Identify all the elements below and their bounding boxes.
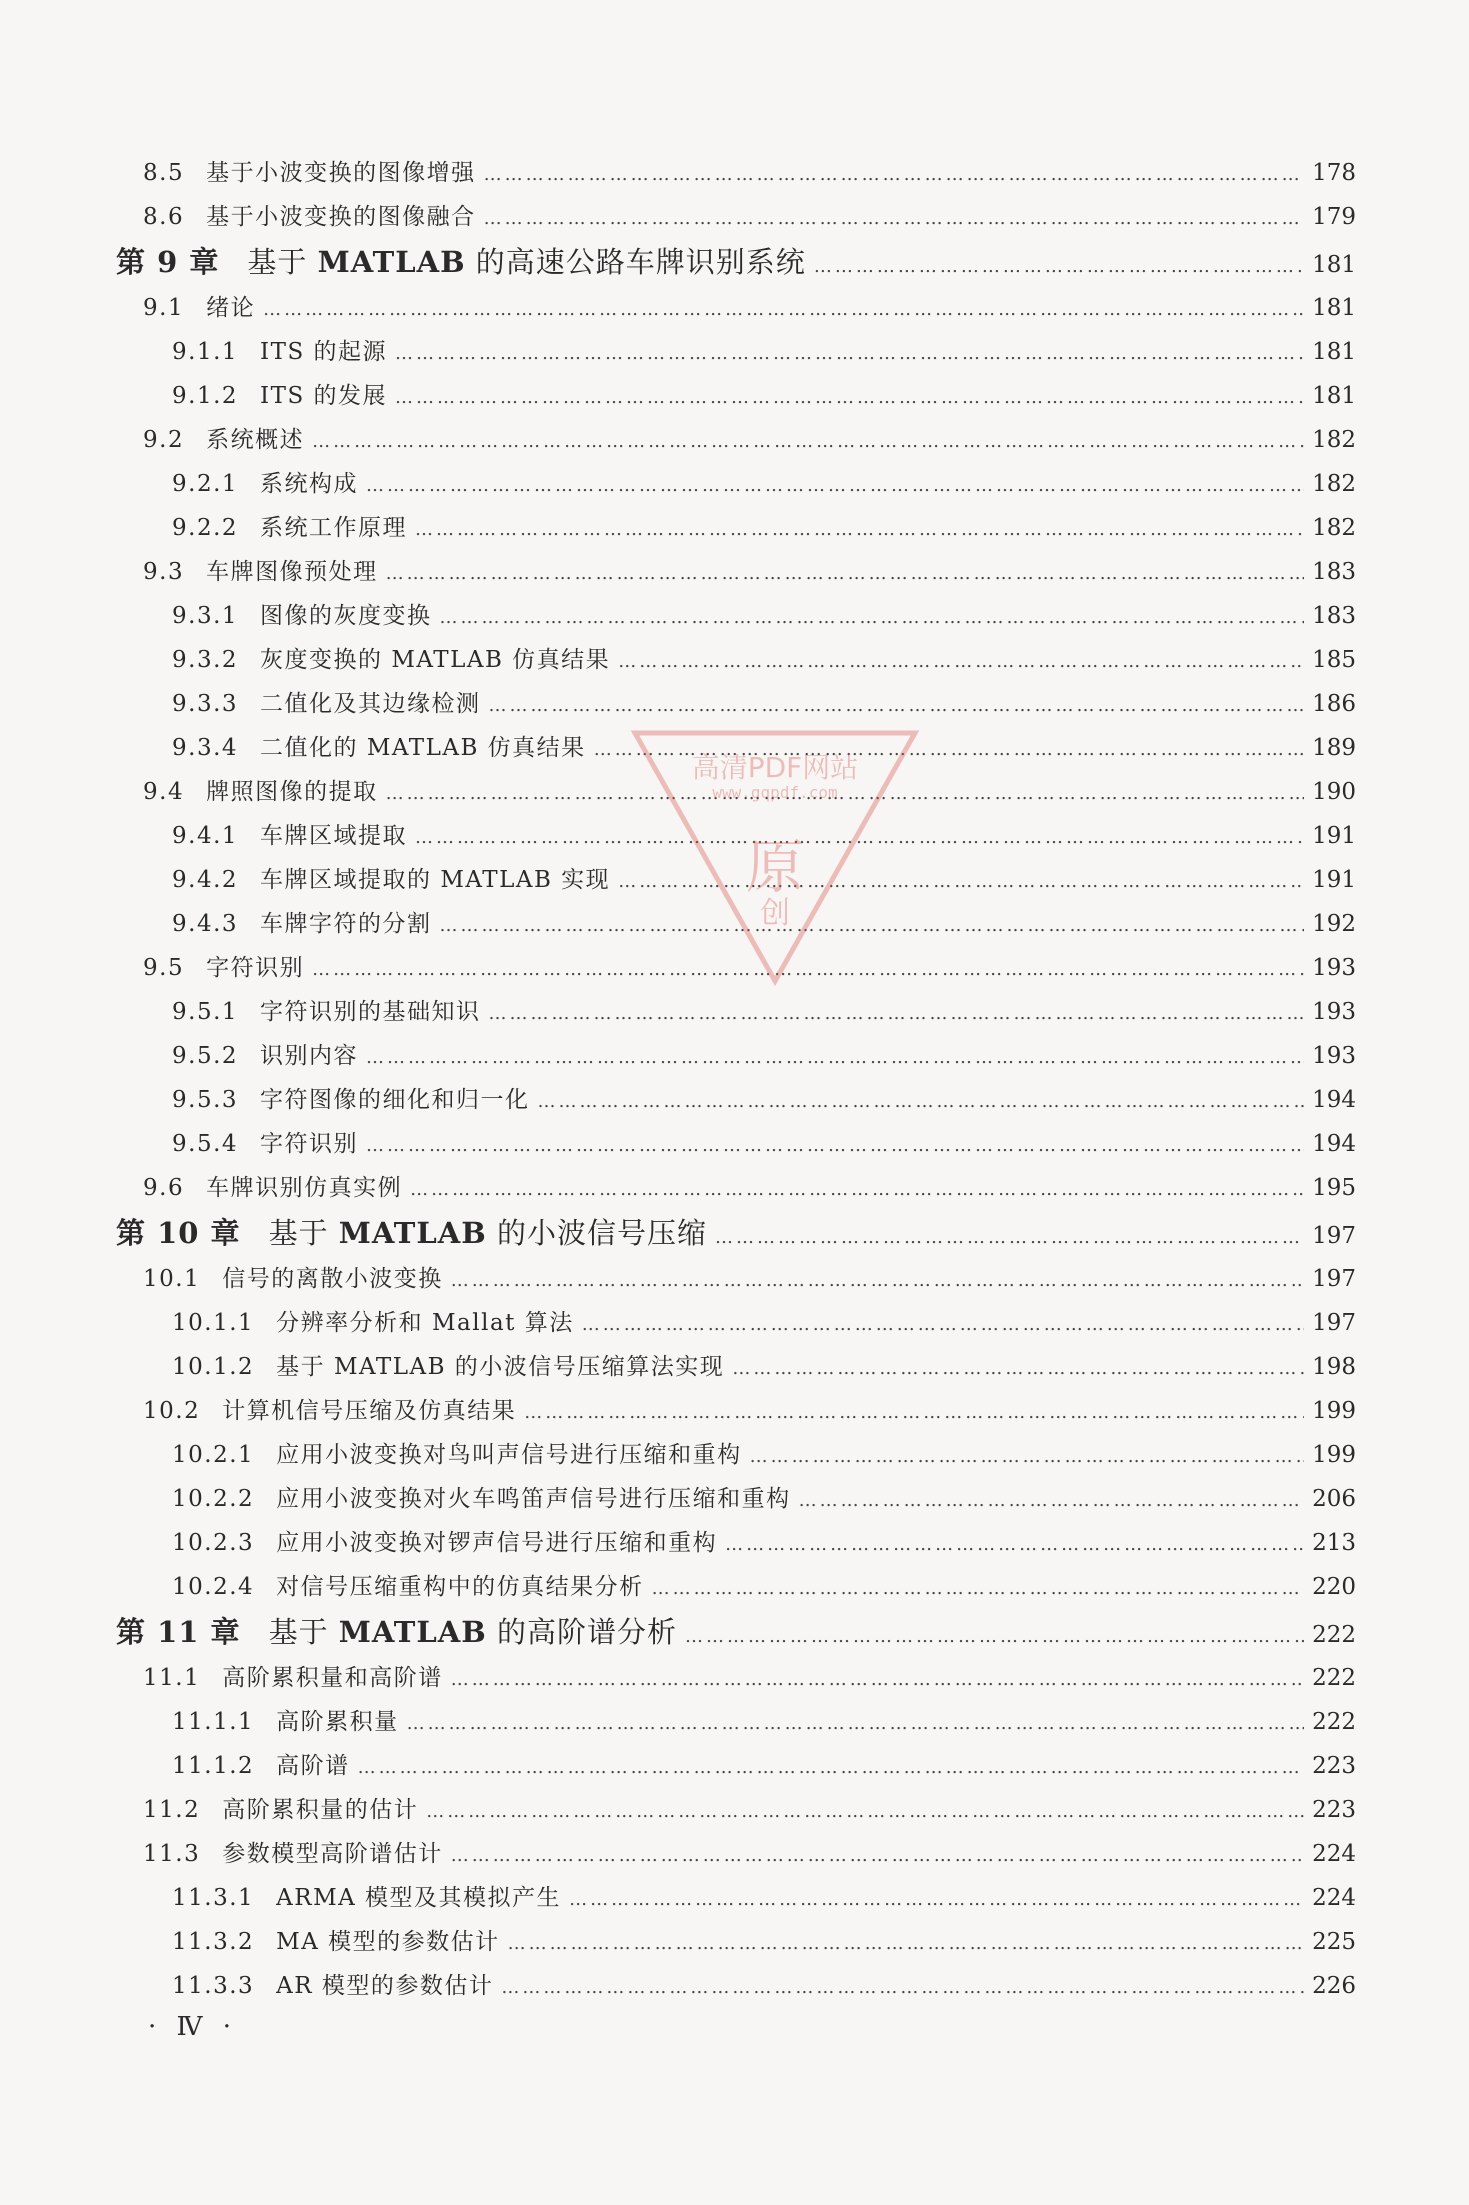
toc-entry-title: 车牌区域提取 <box>260 823 408 849</box>
toc-page-number: 182 <box>1312 427 1356 453</box>
toc-page-number: 213 <box>1312 1530 1356 1556</box>
toc-subsection-entry[interactable] <box>116 1521 1356 1565</box>
toc-entry-title-prefix: 基于 <box>247 245 318 279</box>
toc-subsection-entry[interactable] <box>116 506 1356 550</box>
toc-entry-number: 9.2 <box>143 427 185 453</box>
toc-dot-leader <box>732 1347 1304 1391</box>
watermark-line1: 高清PDF网站 <box>691 751 859 784</box>
toc-entry-number: 9.5 <box>143 955 185 981</box>
toc-section-entry[interactable] <box>116 1389 1356 1433</box>
toc-entry-title: 灰度变换的 MATLAB 仿真结果 <box>260 647 611 673</box>
toc-entry-number: 第 9 章 <box>116 245 220 279</box>
toc-dot-leader <box>451 1834 1304 1878</box>
toc-subsection-entry[interactable] <box>116 1301 1356 1345</box>
toc-entry-title: 车牌图像预处理 <box>206 559 378 585</box>
toc-page-number: 222 <box>1312 1665 1356 1691</box>
toc-subsection-entry[interactable] <box>116 682 1356 726</box>
toc-dot-leader <box>366 1036 1304 1080</box>
toc-dot-leader <box>440 904 1304 948</box>
toc-entry-number: 11.2 <box>143 1797 201 1823</box>
toc-entry-title: MA 模型的参数估计 <box>276 1929 500 1955</box>
toc-dot-leader <box>358 1746 1304 1790</box>
toc-entry-number: 9.5.1 <box>172 999 239 1025</box>
toc-entry-number: 9.5.4 <box>172 1131 239 1157</box>
toc-section-entry[interactable] <box>116 195 1356 239</box>
toc-entry-title: 识别内容 <box>260 1043 359 1069</box>
toc-section-entry[interactable] <box>116 1656 1356 1700</box>
toc-dot-leader <box>750 1435 1304 1479</box>
toc-entry-title: 车牌区域提取的 MATLAB 实现 <box>260 867 611 893</box>
toc-page-number: 223 <box>1312 1753 1356 1779</box>
toc-entry-number: 10.2 <box>143 1398 201 1424</box>
toc-entry-number: 11.1.1 <box>172 1709 255 1735</box>
toc-page-number: 191 <box>1312 823 1356 849</box>
toc-subsection-entry[interactable] <box>116 462 1356 506</box>
toc-entry-number: 9.1 <box>143 295 185 321</box>
toc-page-number: 181 <box>1312 295 1356 321</box>
toc-entry-number: 10.2.2 <box>172 1486 255 1512</box>
toc-chapter-entry[interactable] <box>116 239 1356 286</box>
toc-page-number: 182 <box>1312 471 1356 497</box>
toc-dot-leader <box>395 332 1304 376</box>
toc-dot-leader <box>618 860 1304 904</box>
toc-subsection-entry[interactable] <box>116 594 1356 638</box>
toc-section-entry[interactable] <box>116 418 1356 462</box>
toc-dot-leader <box>725 1523 1304 1567</box>
toc-subsection-entry[interactable] <box>116 374 1356 418</box>
toc-dot-leader <box>569 1878 1304 1922</box>
watermark-line2: www.gqpdf.com <box>712 783 838 802</box>
toc-entry-title: 高阶累积量和高阶谱 <box>222 1665 443 1691</box>
toc-entry-number: 10.2.3 <box>172 1530 255 1556</box>
toc-dot-leader <box>386 772 1304 816</box>
toc-entry-number: 11.3.3 <box>172 1973 255 1999</box>
toc-entry-number: 9.1.2 <box>172 383 239 409</box>
toc-dot-leader <box>426 1790 1304 1834</box>
toc-entry-title-bold: MATLAB <box>338 1216 487 1250</box>
toc-entry-title-prefix: 基于 <box>268 1216 339 1250</box>
toc-dot-leader <box>451 1259 1304 1303</box>
toc-chapter-entry[interactable] <box>116 1210 1356 1257</box>
toc-dot-leader <box>484 197 1304 241</box>
toc-dot-leader <box>263 288 1304 332</box>
toc-entry-title: 牌照图像的提取 <box>206 779 378 805</box>
toc-entry-title: 应用小波变换对火车鸣笛声信号进行压缩和重构 <box>276 1486 791 1512</box>
toc-entry-title-suffix: 的高阶谱分析 <box>486 1615 677 1649</box>
toc-subsection-entry[interactable] <box>116 330 1356 374</box>
toc-page-number: 181 <box>1312 383 1356 409</box>
toc-entry-title: 应用小波变换对锣声信号进行压缩和重构 <box>276 1530 718 1556</box>
toc-page-number: 194 <box>1312 1087 1356 1113</box>
toc-entry-title: ARMA 模型及其模拟产生 <box>276 1885 562 1911</box>
toc-entry-title: 字符识别 <box>206 955 305 981</box>
toc-dot-leader <box>312 420 1304 464</box>
toc-page-number: 198 <box>1312 1354 1356 1380</box>
toc-subsection-entry[interactable] <box>116 1034 1356 1078</box>
toc-entry-number: 8.5 <box>143 160 185 186</box>
toc-entry-title: 二值化的 MATLAB 仿真结果 <box>260 735 586 761</box>
toc-entry-title: 基于 MATLAB 的小波信号压缩算法实现 <box>276 1354 725 1380</box>
toc-dot-leader <box>440 596 1304 640</box>
toc-page-number: 206 <box>1312 1486 1356 1512</box>
toc-entry-title-bold: MATLAB <box>338 1615 487 1649</box>
toc-entry-number: 9.3.3 <box>172 691 239 717</box>
toc-entry-title <box>269 1609 677 1656</box>
toc-page-number: 191 <box>1312 867 1356 893</box>
toc-entry-title: ITS 的起源 <box>260 339 388 365</box>
toc-entry-title: 高阶累积量的估计 <box>222 1797 419 1823</box>
toc-entry-title: 图像的灰度变换 <box>260 603 432 629</box>
toc-entry-number: 10.1 <box>143 1266 201 1292</box>
toc-subsection-entry[interactable] <box>116 814 1356 858</box>
toc-entry-number: 11.3 <box>143 1841 201 1867</box>
toc-entry-number: 9.5.3 <box>172 1087 239 1113</box>
toc-entry-title-bold: MATLAB <box>317 245 466 279</box>
toc-entry-title: 绪论 <box>206 295 256 321</box>
toc-entry-number: 10.1.1 <box>172 1310 255 1336</box>
toc-entry-title: AR 模型的参数估计 <box>276 1973 494 1999</box>
toc-entry-number: 9.5.2 <box>172 1043 239 1069</box>
toc-page-number: 194 <box>1312 1131 1356 1157</box>
toc-section-entry[interactable] <box>116 1832 1356 1876</box>
toc-entry-title: 车牌字符的分割 <box>260 911 432 937</box>
toc-dot-leader <box>410 1168 1304 1212</box>
toc-entry-number: 9.4 <box>143 779 185 805</box>
toc-dot-leader <box>538 1080 1304 1124</box>
toc-entry-number: 11.3.2 <box>172 1929 255 1955</box>
toc-dot-leader <box>501 1966 1304 2010</box>
toc-subsection-entry[interactable] <box>116 1876 1356 1920</box>
toc-page-number: 178 <box>1312 160 1356 186</box>
toc-page-number: 190 <box>1312 779 1356 805</box>
watermark-line3: 原 <box>745 833 804 901</box>
toc-dot-leader <box>508 1922 1304 1966</box>
toc-section-entry[interactable] <box>116 1788 1356 1832</box>
toc-page-number: 199 <box>1312 1442 1356 1468</box>
toc-entry-number: 第 10 章 <box>116 1216 241 1250</box>
toc-entry-number: 11.1.2 <box>172 1753 255 1779</box>
toc-page-number: 189 <box>1312 735 1356 761</box>
toc-page-number: 199 <box>1312 1398 1356 1424</box>
toc-entry-number: 9.3 <box>143 559 185 585</box>
toc-entry-title: 高阶谱 <box>276 1753 350 1779</box>
toc-subsection-entry[interactable] <box>116 1744 1356 1788</box>
toc-dot-leader <box>814 243 1304 290</box>
toc-section-entry[interactable] <box>116 1257 1356 1301</box>
toc-entry-number: 9.4.1 <box>172 823 239 849</box>
toc-entry-number: 9.2.1 <box>172 471 239 497</box>
toc-page-number: 193 <box>1312 999 1356 1025</box>
toc-section-entry[interactable] <box>116 1166 1356 1210</box>
toc-entry-title: 高阶累积量 <box>276 1709 399 1735</box>
toc-entry-number: 9.1.1 <box>172 339 239 365</box>
toc-dot-leader <box>685 1613 1304 1660</box>
table-of-contents <box>116 151 1356 2008</box>
toc-page-number: 181 <box>1312 339 1356 365</box>
toc-entry-title <box>269 1210 707 1257</box>
toc-page-number: 225 <box>1312 1929 1356 1955</box>
toc-page-number: 193 <box>1312 1043 1356 1069</box>
toc-dot-leader <box>451 1658 1304 1702</box>
toc-subsection-entry[interactable] <box>116 1078 1356 1122</box>
toc-page-number: 182 <box>1312 515 1356 541</box>
toc-entry-title: 基于小波变换的图像融合 <box>206 204 476 230</box>
toc-dot-leader <box>386 552 1304 596</box>
toc-entry-title: 对信号压缩重构中的仿真结果分析 <box>276 1574 644 1600</box>
toc-page-number: 183 <box>1312 603 1356 629</box>
toc-entry-number: 9.4.2 <box>172 867 239 893</box>
toc-entry-number: 11.1 <box>143 1665 201 1691</box>
toc-dot-leader <box>415 508 1304 552</box>
toc-page-number: 179 <box>1312 204 1356 230</box>
toc-subsection-entry[interactable] <box>116 1700 1356 1744</box>
toc-entry-title: 基于小波变换的图像增强 <box>206 160 476 186</box>
toc-entry-title: 系统构成 <box>260 471 359 497</box>
toc-dot-leader <box>652 1567 1304 1611</box>
toc-entry-number: 9.4.3 <box>172 911 239 937</box>
toc-page-number: 197 <box>1312 1223 1356 1249</box>
toc-entry-title: 二值化及其边缘检测 <box>260 691 481 717</box>
toc-page-number: 223 <box>1312 1797 1356 1823</box>
toc-entry-title: 系统工作原理 <box>260 515 408 541</box>
toc-page-number: 224 <box>1312 1885 1356 1911</box>
toc-entry-title: 字符图像的细化和归一化 <box>260 1087 530 1113</box>
toc-dot-leader <box>582 1303 1304 1347</box>
toc-entry-number: 9.6 <box>143 1175 185 1201</box>
toc-dot-leader <box>489 684 1304 728</box>
toc-entry-title-prefix: 基于 <box>268 1615 339 1649</box>
toc-dot-leader <box>618 640 1304 684</box>
toc-entry-number: 10.1.2 <box>172 1354 255 1380</box>
toc-entry-number: 9.2.2 <box>172 515 239 541</box>
toc-entry-title: 信号的离散小波变换 <box>222 1266 443 1292</box>
toc-subsection-entry[interactable] <box>116 1433 1356 1477</box>
toc-entry-number: 9.3.1 <box>172 603 239 629</box>
toc-page-number: 195 <box>1312 1175 1356 1201</box>
toc-page-number: 181 <box>1312 252 1356 278</box>
toc-section-entry[interactable] <box>116 151 1356 195</box>
toc-subsection-entry[interactable] <box>116 902 1356 946</box>
toc-page-number: 193 <box>1312 955 1356 981</box>
toc-entry-title: 系统概述 <box>206 427 305 453</box>
toc-dot-leader <box>799 1479 1304 1523</box>
toc-subsection-entry[interactable] <box>116 1964 1356 2008</box>
toc-entry-title: 字符识别的基础知识 <box>260 999 481 1025</box>
toc-entry-number: 10.2.4 <box>172 1574 255 1600</box>
toc-page-number: 197 <box>1312 1266 1356 1292</box>
toc-entry-title: 应用小波变换对鸟叫声信号进行压缩和重构 <box>276 1442 742 1468</box>
toc-entry-number: 第 11 章 <box>116 1615 241 1649</box>
toc-subsection-entry[interactable] <box>116 1345 1356 1389</box>
toc-subsection-entry[interactable] <box>116 1565 1356 1609</box>
toc-page-number: 185 <box>1312 647 1356 673</box>
toc-entry-number: 11.3.1 <box>172 1885 255 1911</box>
toc-page-number: 197 <box>1312 1310 1356 1336</box>
toc-page-number: 226 <box>1312 1973 1356 1999</box>
toc-dot-leader <box>489 992 1304 1036</box>
toc-page-number: 222 <box>1312 1709 1356 1735</box>
toc-page-number: 220 <box>1312 1574 1356 1600</box>
toc-subsection-entry[interactable] <box>116 1920 1356 1964</box>
toc-page-number: 224 <box>1312 1841 1356 1867</box>
toc-section-entry[interactable] <box>116 550 1356 594</box>
toc-entry-title <box>247 239 805 286</box>
toc-entry-title-suffix: 的小波信号压缩 <box>486 1216 707 1250</box>
toc-entry-title: 车牌识别仿真实例 <box>206 1175 403 1201</box>
toc-dot-leader <box>594 728 1304 772</box>
toc-dot-leader <box>395 376 1304 420</box>
page-folio: · Ⅳ · <box>148 2012 238 2042</box>
toc-dot-leader <box>484 153 1304 197</box>
watermark-line4: 创 <box>760 896 790 931</box>
toc-chapter-entry[interactable] <box>116 1609 1356 1656</box>
toc-dot-leader <box>366 464 1304 508</box>
toc-subsection-entry[interactable] <box>116 1122 1356 1166</box>
toc-entry-number: 8.6 <box>143 204 185 230</box>
toc-page-number: 186 <box>1312 691 1356 717</box>
toc-subsection-entry[interactable] <box>116 1477 1356 1521</box>
toc-page-number: 222 <box>1312 1622 1356 1648</box>
toc-entry-title-suffix: 的高速公路车牌识别系统 <box>465 245 806 279</box>
toc-entry-title: ITS 的发展 <box>260 383 388 409</box>
toc-subsection-entry[interactable] <box>116 990 1356 1034</box>
toc-entry-number: 10.2.1 <box>172 1442 255 1468</box>
toc-dot-leader <box>715 1214 1304 1261</box>
toc-subsection-entry[interactable] <box>116 638 1356 682</box>
toc-entry-title: 分辨率分析和 Mallat 算法 <box>276 1310 574 1336</box>
toc-entry-title: 字符识别 <box>260 1131 359 1157</box>
toc-dot-leader <box>312 948 1304 992</box>
toc-entry-number: 9.3.4 <box>172 735 239 761</box>
toc-entry-title: 计算机信号压缩及仿真结果 <box>222 1398 517 1424</box>
toc-subsection-entry[interactable] <box>116 858 1356 902</box>
toc-page-number: 183 <box>1312 559 1356 585</box>
toc-section-entry[interactable] <box>116 770 1356 814</box>
toc-section-entry[interactable] <box>116 946 1356 990</box>
toc-dot-leader <box>366 1124 1304 1168</box>
toc-subsection-entry[interactable] <box>116 726 1356 770</box>
toc-dot-leader <box>524 1391 1304 1435</box>
toc-entry-number: 9.3.2 <box>172 647 239 673</box>
toc-dot-leader <box>407 1702 1304 1746</box>
toc-section-entry[interactable] <box>116 286 1356 330</box>
toc-entry-title: 参数模型高阶谱估计 <box>222 1841 443 1867</box>
toc-page-number: 192 <box>1312 911 1356 937</box>
toc-dot-leader <box>415 816 1304 860</box>
